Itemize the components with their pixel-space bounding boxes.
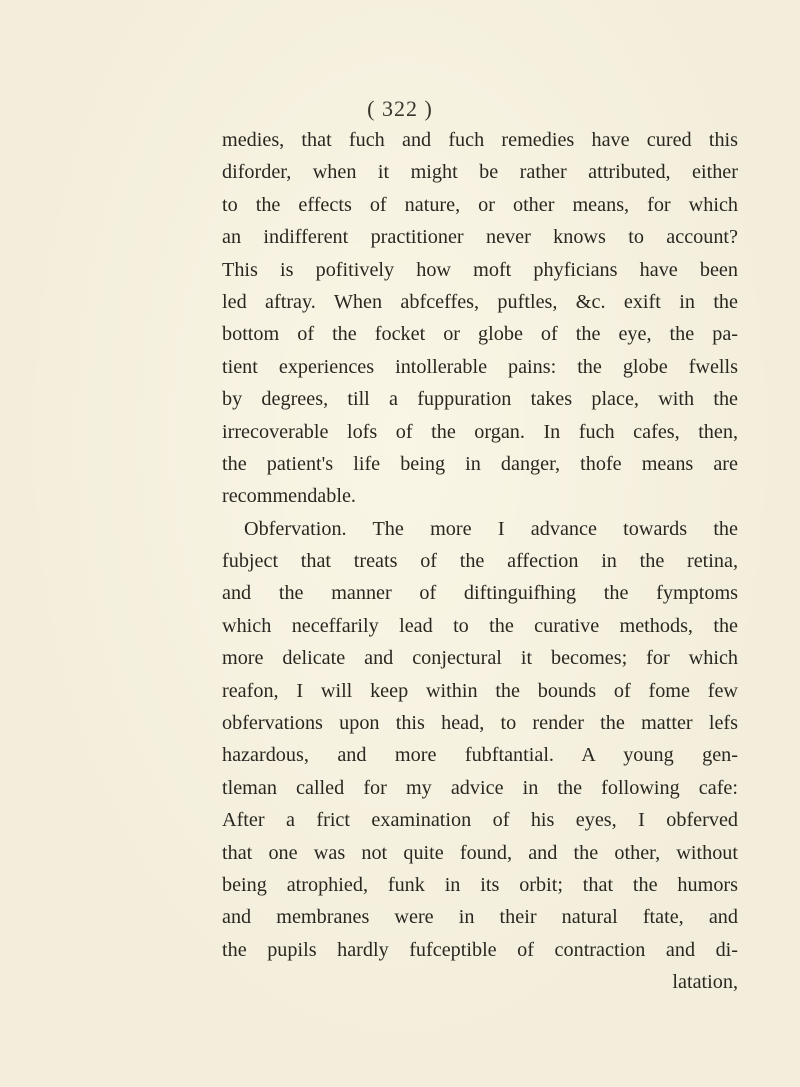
text-line: irrecoverable lofs of the organ. In fuch cafes, then, [222, 420, 738, 443]
text-line: and the manner of diftinguifhing the fymptoms [222, 582, 738, 605]
text-line: This is pofitively how moft phyficians have been [222, 258, 738, 281]
text-line: being atrophied, funk in its orbit; that the humors [222, 873, 738, 896]
text-line: by degrees, till a fuppuration takes place, with the [222, 388, 738, 411]
text-line: to the effects of nature, or other means, for which [222, 193, 738, 216]
text-line: the patient's life being in danger, thofe means are [222, 452, 738, 475]
text-line: tient experiences intollerable pains: the globe fwells [222, 355, 738, 378]
text-line: bottom of the focket or globe of the eye, the pa- [222, 323, 738, 346]
text-line: Obfervation. The more I advance towards the [244, 517, 738, 540]
text-line: tleman called for my advice in the following cafe: [222, 776, 738, 799]
body-text [222, 124, 738, 999]
text-line: recommendable. [222, 485, 356, 508]
text-line: more delicate and conjectural it becomes; for which [222, 647, 738, 670]
text-line: obfervations upon this head, to render the matter lefs [222, 712, 738, 735]
catchword: latation, [672, 971, 738, 994]
text-line: led aftray. When abfceffes, puftles, &c. exift in the [222, 290, 738, 313]
text-line: After a frict examination of his eyes, I obferved [222, 809, 738, 832]
text-line: an indifferent practitioner never knows to account? [222, 226, 738, 249]
text-line: which neceffarily lead to the curative methods, the [222, 614, 738, 637]
page-number: ( 322 ) [367, 96, 433, 121]
text-line: that one was not quite found, and the other, without [222, 841, 738, 864]
text-line: diforder, when it might be rather attributed, either [222, 161, 738, 184]
text-line: hazardous, and more fubftantial. A young gen- [222, 744, 738, 767]
text-line: medies, that fuch and fuch remedies have cured this [222, 129, 738, 151]
text-line: fubject that treats of the affection in the retina, [222, 550, 738, 573]
text-line: reafon, I will keep within the bounds of fome few [222, 679, 738, 702]
text-line: the pupils hardly fufceptible of contraction and di- [222, 938, 738, 961]
text-line: and membranes were in their natural ftate, and [222, 906, 738, 929]
